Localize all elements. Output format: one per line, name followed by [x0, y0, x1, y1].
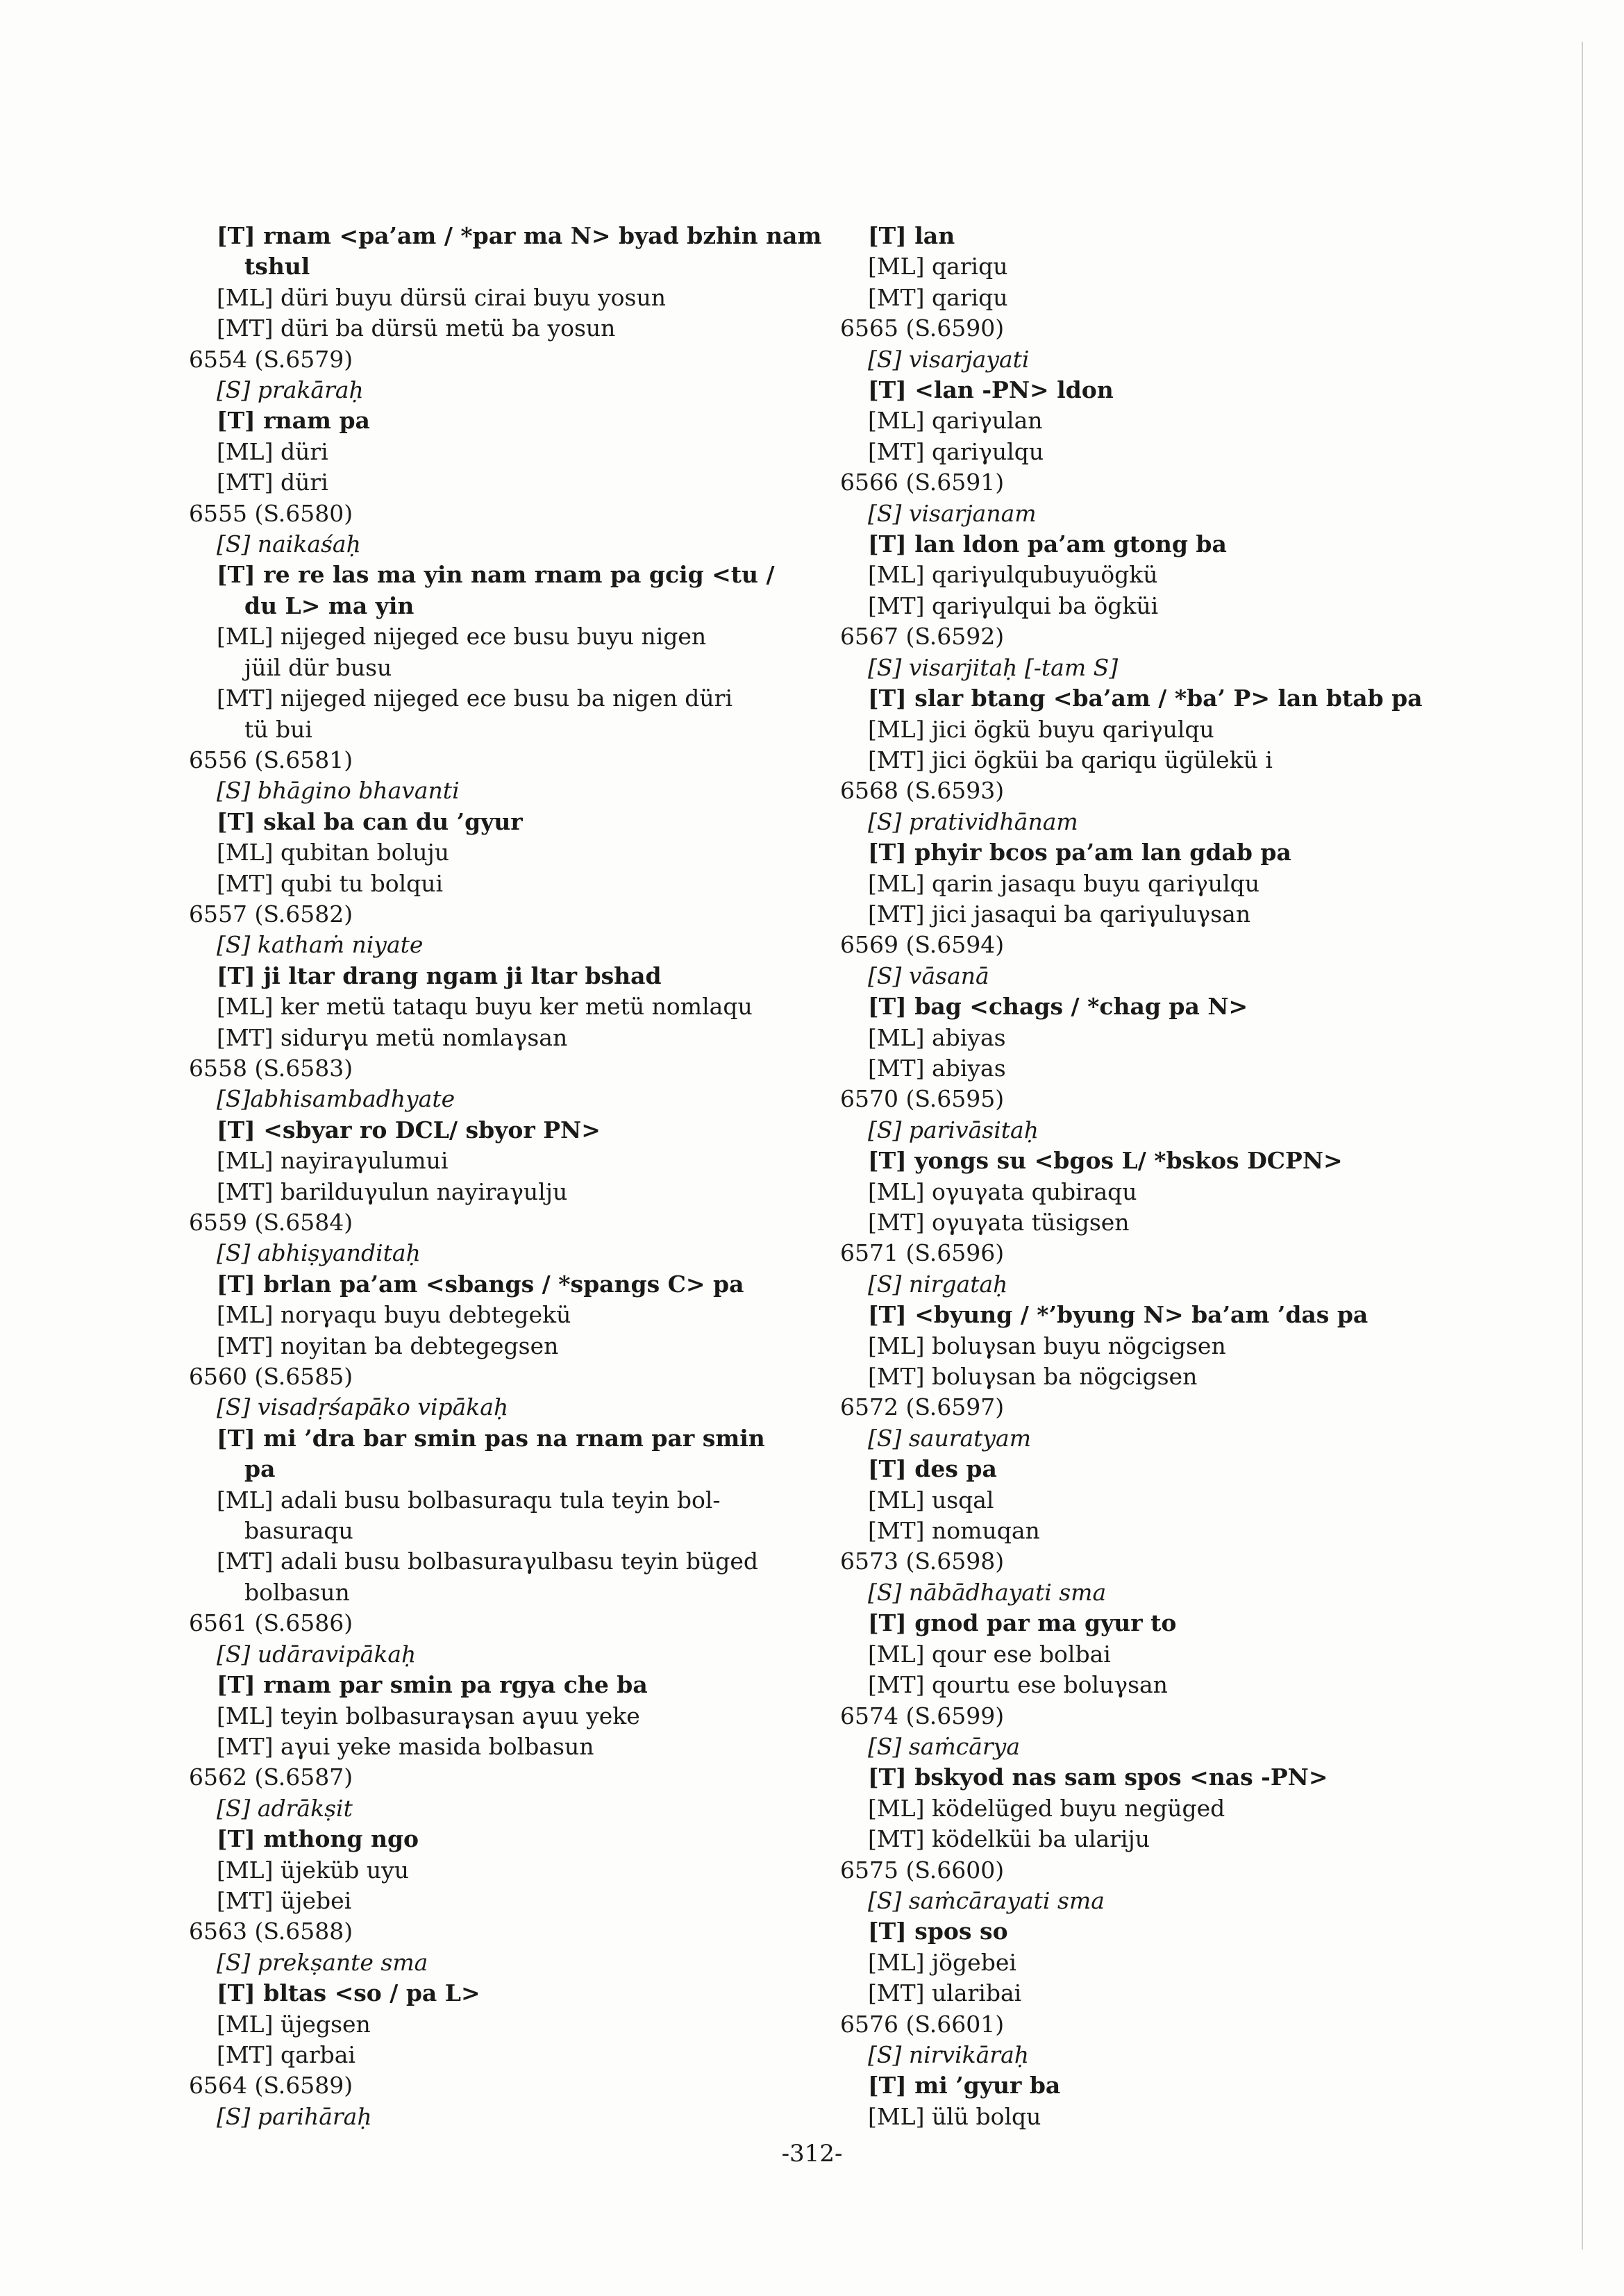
entry-line: [S] kathaṁ niyate — [217, 931, 424, 959]
entry-number: 6566 (S.6591) — [840, 469, 1005, 496]
entry-line: [T] <sbyar ro DCL/ sbyor PN> — [217, 1116, 601, 1143]
entry-line: [S] pratividhānam — [868, 807, 1078, 835]
entry-number: 6558 (S.6583) — [189, 1054, 353, 1082]
entry-line: [MT] jici ögküi ba qariqu ügülekü i — [868, 746, 1273, 773]
page-number: -312- — [781, 2140, 843, 2168]
entry-line: [T] bltas <so / pa L> — [217, 1979, 480, 2007]
entry-line: [S] prekṣante sma — [217, 1948, 428, 1976]
entry-line: [MT] nijeged nijeged ece busu ba nigen düri — [217, 685, 733, 712]
entry-number: 6575 (S.6600) — [840, 1856, 1005, 1884]
entry-line: pa — [244, 1455, 276, 1483]
entry-line: [T] bag <chags / *chag pa N> — [868, 993, 1248, 1021]
entry-line: [T] skal ba can du ’gyur — [217, 807, 523, 835]
entry-line: [ML] üjeküb uyu — [217, 1856, 409, 1884]
entry-line: [S] sauratyam — [868, 1424, 1032, 1452]
entry-line: [T] des pa — [868, 1455, 997, 1483]
entry-line: [T] mi ’gyur ba — [868, 2072, 1061, 2100]
entry-line: [S] nābādhayati sma — [868, 1578, 1107, 1606]
entry-line: [MT] qourtu ese boluγsan — [868, 1671, 1168, 1699]
entry-line: [T] yongs su <bgos L/ *bskos DCPN> — [868, 1147, 1343, 1175]
entry-line: [T] rnam par smin pa rgya che ba — [217, 1671, 648, 1699]
entry-line: [MT] aγui yeke masida bolbasun — [217, 1732, 594, 1760]
entry-number: 6568 (S.6593) — [840, 777, 1005, 805]
entry-number: 6560 (S.6585) — [189, 1363, 353, 1391]
entry-number: 6569 (S.6594) — [840, 931, 1005, 959]
entry-line: [MT] nomuqan — [868, 1517, 1040, 1545]
entry-line: [MT] barilduγulun nayiraγulju — [217, 1178, 568, 1205]
entry-line: [ML] abiyas — [868, 1023, 1006, 1051]
entry-line: [S] naikaśaḥ — [217, 530, 361, 558]
entry-line: [ML] qour ese bolbai — [868, 1640, 1111, 1668]
entry-line: bolbasun — [244, 1578, 350, 1606]
entry-line: [T] mi ’dra bar smin pas na rnam par smin — [217, 1424, 765, 1452]
entry-line: [S] visadṛśapāko vipākaḥ — [217, 1393, 509, 1421]
entry-number: 6564 (S.6589) — [189, 2072, 353, 2100]
entry-line: [MT] oγuγata tüsigsen — [868, 1209, 1130, 1236]
entry-line: [MT] qariqu — [868, 283, 1008, 311]
entry-line: [T] mthong ngo — [217, 1825, 419, 1853]
entry-line: [T] lan — [868, 222, 955, 249]
entry-line: [ML] nijeged nijeged ece busu buyu nigen — [217, 623, 707, 651]
entry-line: [ML] nayiraγulumui — [217, 1147, 449, 1175]
entry-line: [MT] sidurγu metü nomlaγsan — [217, 1023, 568, 1051]
entry-line: [ML] qarin jasaqu buyu qariγulqu — [868, 869, 1259, 897]
entry-line: tü bui — [244, 715, 312, 743]
entry-number: 6555 (S.6580) — [189, 499, 353, 527]
entry-line: [MT] ködelküi ba ulariju — [868, 1825, 1150, 1853]
entry-line: [S] parihāraḥ — [217, 2102, 372, 2130]
entry-number: 6557 (S.6582) — [189, 900, 353, 928]
entry-line: [MT] düri — [217, 469, 328, 496]
entry-line: [T] <lan -PN> ldon — [868, 376, 1114, 404]
entry-line: [MT] adali busu bolbasuraγulbasu teyin büged — [217, 1548, 759, 1575]
entry-line: [MT] boluγsan ba nögcigsen — [868, 1363, 1198, 1391]
entry-number: 6567 (S.6592) — [840, 623, 1005, 651]
entry-line: [MT] abiyas — [868, 1054, 1006, 1082]
entry-line: [S] visarjayati — [868, 345, 1030, 373]
entry-line: [T] slar btang <ba’am / *ba’ P> lan btab pa — [868, 685, 1423, 712]
entry-line: [S] udāravipākaḥ — [217, 1640, 417, 1668]
entry-line: [ML] qariqu — [868, 253, 1008, 280]
entry-line: [MT] üjebei — [217, 1886, 352, 1914]
margin-rule — [1582, 42, 1583, 2249]
entry-line: [T] <byung / *’byung N> ba’am ’das pa — [868, 1301, 1368, 1329]
left-column — [189, 221, 822, 2132]
entry-line: [S] saṁcārayati sma — [868, 1886, 1105, 1914]
entry-line: [T] lan ldon pa’am gtong ba — [868, 530, 1227, 558]
entry-line: [ML] qariγulqubuyuögkü — [868, 561, 1158, 589]
entry-number: 6556 (S.6581) — [189, 746, 353, 773]
entry-line: [MT] qariγulqu — [868, 437, 1044, 465]
entry-line: [T] re re las ma yin nam rnam pa gcig <tu / — [217, 561, 775, 589]
entry-line: [S] saṁcārya — [868, 1732, 1020, 1760]
right-column — [840, 221, 1465, 2132]
entry-line: [ML] usqal — [868, 1486, 994, 1514]
entry-line: jüil dür busu — [244, 653, 392, 681]
entry-line: [ML] jögebei — [868, 1948, 1016, 1976]
entry-line: [T] phyir bcos pa’am lan gdab pa — [868, 839, 1291, 866]
entry-line: [T] bskyod nas sam spos <nas -PN> — [868, 1763, 1328, 1791]
entry-line: [ML] ker metü tataqu buyu ker metü nomlaqu — [217, 993, 753, 1021]
entry-line: [MT] qariγulqui ba ögküi — [868, 592, 1159, 619]
entry-line: [MT] noyitan ba debtegegsen — [217, 1332, 559, 1359]
entry-line: [ML] oγuγata qubiraqu — [868, 1178, 1137, 1205]
entry-number: 6576 (S.6601) — [840, 2010, 1005, 2038]
entry-line: [T] rnam <pa’am / *par ma N> byad bzhin nam — [217, 222, 822, 249]
entry-line: [MT] ularibai — [868, 1979, 1022, 2007]
entry-line: [ML] qubitan boluju — [217, 839, 449, 866]
entry-line: du L> ma yin — [244, 592, 415, 619]
entry-line: [ML] adali busu bolbasuraqu tula teyin bol- — [217, 1486, 721, 1514]
entry-number: 6573 (S.6598) — [840, 1548, 1005, 1575]
entry-number: 6571 (S.6596) — [840, 1239, 1005, 1267]
entry-number: 6574 (S.6599) — [840, 1702, 1005, 1729]
entry-number: 6565 (S.6590) — [840, 315, 1005, 342]
entry-line: [T] ji ltar drang ngam ji ltar bshad — [217, 962, 662, 989]
entry-line: [ML] boluγsan buyu nögcigsen — [868, 1332, 1226, 1359]
entry-line: [T] gnod par ma gyur to — [868, 1609, 1177, 1637]
entry-number: 6563 (S.6588) — [189, 1918, 353, 1945]
entry-line: [T] spos so — [868, 1918, 1008, 1945]
entry-line: [MT] düri ba dürsü metü ba yosun — [217, 315, 616, 342]
entry-number: 6554 (S.6579) — [189, 345, 353, 373]
entry-line: [ML] düri — [217, 437, 328, 465]
entry-line: [MT] qarbai — [217, 2041, 355, 2068]
entry-number: 6559 (S.6584) — [189, 1209, 353, 1236]
entry-line: [S] adrākṣit — [217, 1794, 353, 1822]
entry-line: [ML] düri buyu dürsü cirai buyu yosun — [217, 283, 666, 311]
entry-number: 6570 (S.6595) — [840, 1085, 1005, 1113]
entry-number: 6562 (S.6587) — [189, 1763, 353, 1791]
entry-line: [S]abhisambadhyate — [217, 1085, 455, 1113]
entry-line: [MT] jici jasaqui ba qariγuluγsan — [868, 900, 1251, 928]
entry-line: [ML] qariγulan — [868, 407, 1043, 435]
entry-line: [S] nirgataḥ — [868, 1270, 1008, 1298]
entry-line: [S] vāsanā — [868, 962, 989, 989]
entry-line: [S] visarjitaḥ [-tam S] — [868, 653, 1119, 681]
entry-line: [S] abhiṣyanditaḥ — [217, 1239, 421, 1267]
entry-line: tshul — [244, 253, 310, 280]
entry-line: [S] bhāgino bhavanti — [217, 777, 460, 805]
entry-line: [ML] ködelüged buyu negüged — [868, 1794, 1225, 1822]
entry-line: [S] visarjanam — [868, 499, 1037, 527]
entry-line: [ML] norγaqu buyu debtegekü — [217, 1301, 571, 1329]
entry-line: [S] prakāraḥ — [217, 376, 364, 404]
entry-line: [ML] üjegsen — [217, 2010, 371, 2038]
entry-line: [T] rnam pa — [217, 407, 370, 435]
entry-line: [S] nirvikāraḥ — [868, 2041, 1029, 2068]
entry-line: [T] brlan pa’am <sbangs / *spangs C> pa — [217, 1270, 744, 1298]
entry-line: [ML] teyin bolbasuraγsan aγuu yeke — [217, 1702, 640, 1729]
entry-line: [MT] qubi tu bolqui — [217, 869, 444, 897]
entry-number: 6561 (S.6586) — [189, 1609, 353, 1637]
entry-line: [S] parivāsitaḥ — [868, 1116, 1039, 1143]
entry-number: 6572 (S.6597) — [840, 1393, 1005, 1421]
entry-line: [ML] jici ögkü buyu qariγulqu — [868, 715, 1214, 743]
entry-line: [ML] ülü bolqu — [868, 2102, 1041, 2130]
entry-line: basuraqu — [244, 1517, 353, 1545]
